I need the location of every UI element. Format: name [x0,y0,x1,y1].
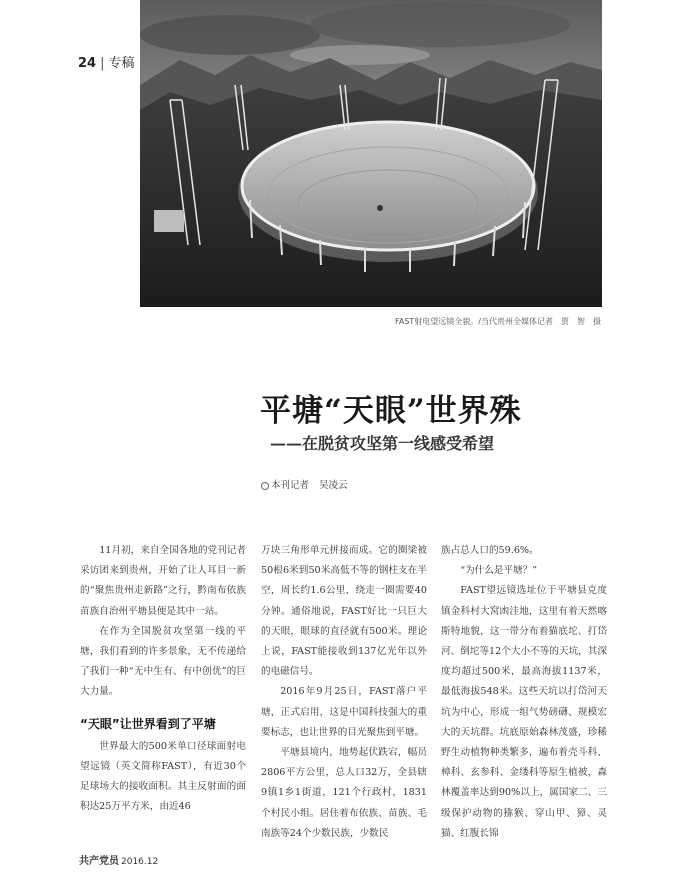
issue-number: 2016.12 [121,857,159,867]
byline-label: 本刊记者 [271,480,310,491]
photo-caption: FAST射电望远镜全貌。/当代贵州全媒体记者 贾 智 摄 [395,317,601,326]
paragraph: FAST望远镜选址位于平塘县克度镇金科村大窝凼洼地，这里有着天然喀斯特地貌，这一带分布着猫底坨、打岱河、倒坨等12个大小不等的天坑，其深度均超过500米，最高海拔1137米，最低海拔548米。这些天坑以打岱河天坑为中心，形成一组气势磅礴、规模宏大的天坑群。坑底原始森林茂盛，珍稀野生动植物种类繁多，遍布着壳斗科、樟科、玄参科、金缕科等原生植被，森林覆盖率达到90%以上，属国家二、三级保护动物的猕猴、穿山甲、獐、灵猫、红腹长锦 [441,585,607,839]
byline-bullet-icon [261,482,269,490]
page-header [78,52,135,71]
article-column-1 [80,541,246,817]
paragraph: 11月初，来自全国各地的党刊记者采访团来到贵州，开始了让人耳目一新的“聚焦贵州走新路”之行，黔南布依族苗族自治州平塘县便是其中一站。 [80,545,246,617]
paragraph: 万块三角形单元拼接而成。它的圈梁被50根6米到50米高低不等的钢柱支在半空，周长约1.6公里，绕走一圈需要40分钟。通俗地说，FAST好比一只巨大的天眼，眼球的直径就有500米。理论上说，FAST能接收到137亿光年以外的电磁信号。 [261,545,427,678]
fast-telescope-photo [140,0,602,307]
paragraph: 平塘县境内，地势起伏跌宕，幅员2806平方公里，总人口32万，全县辖9镇1乡1街道，121个行政村，1831个村民小组。居住着布依族、苗族、毛南族等24个少数民族，少数民 [261,747,427,839]
article-column-3 [441,541,607,844]
article-subtitle: ——在脱贫攻坚第一线感受希望 [270,434,495,453]
section-label: 专稿 [108,56,135,71]
section-heading: “天眼”让世界看到了平塘 [80,716,216,731]
byline [261,477,348,491]
paragraph: 2016年9月25日，FAST落户平塘，正式启用，这是中国科技强大的重要标志，也让世界的目光聚焦到平塘。 [261,686,427,738]
header-divider: | [100,56,105,71]
paragraph: “为什么是平塘？” [460,565,538,577]
magazine-logo: 共产党员 [79,856,119,867]
article-title: 平塘“天眼”世界殊 [260,393,522,429]
page-number: 24 [78,56,97,71]
paragraph: 族占总人口的59.6%。 [441,545,539,556]
article-column-2 [261,541,427,844]
byline-author: 吴凌云 [319,480,348,491]
paragraph: 世界最大的500米单口径球面射电望远镜（英文简称FAST），有近30个足球场大的接收面积。其主反射面的面积达25万平方米，由近46 [80,740,246,813]
paragraph: 在作为全国脱贫攻坚第一线的平塘，我们看到的许多景象，无不传递给了我们一种“无中生有、有中创优”的巨大力量。 [80,625,246,698]
page-footer [79,852,158,867]
